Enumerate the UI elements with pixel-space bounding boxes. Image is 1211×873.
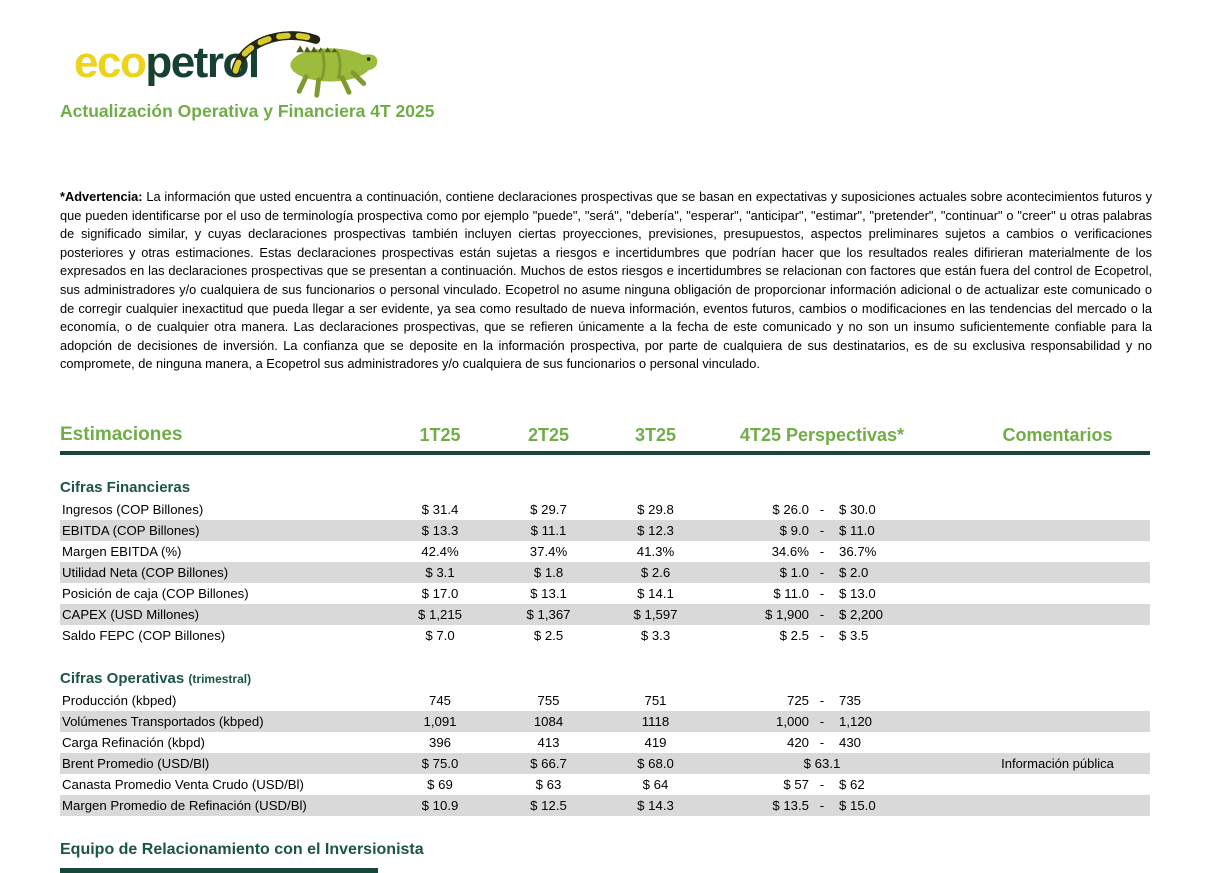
row-label: Producción (kbped) (62, 693, 177, 708)
row-outlook-low: 420 (786, 735, 809, 750)
row-q3-value: $ 14.3 (637, 798, 674, 813)
row-outlook-dash: - (819, 607, 825, 622)
row-q2-value: $ 12.5 (530, 798, 567, 813)
row-q2-value: $ 2.5 (533, 628, 564, 643)
row-q1-value: $ 3.1 (425, 565, 455, 580)
row-outlook-low: 725 (786, 693, 809, 708)
row-label: EBITDA (COP Billones) (62, 523, 200, 538)
table-row (60, 774, 1150, 795)
row-outlook-low: $ 9.0 (779, 523, 809, 538)
header-2t25: 2T25 (527, 424, 570, 445)
investor-relations-heading: Equipo de Relacionamiento con el Inversionista (60, 841, 424, 858)
row-q2-value: $ 11.1 (530, 523, 567, 538)
row-outlook-high: 36.7% (839, 544, 877, 559)
row-label: Volúmenes Transportados (kbped) (62, 714, 264, 729)
row-outlook-low: $ 63.1 (803, 756, 841, 771)
row-q3-value: 751 (644, 693, 667, 708)
section-subtitle: (trimestral) (188, 672, 252, 686)
row-outlook-dash: - (819, 523, 825, 538)
row-outlook-high: $ 11.0 (839, 523, 875, 538)
row-label: Brent Promedio (USD/Bl) (62, 756, 210, 771)
table-row (60, 604, 1150, 625)
row-q1-value: $ 17.0 (421, 586, 459, 601)
header-3t25: 3T25 (634, 424, 677, 445)
table-row (60, 541, 1150, 562)
row-label: Utilidad Neta (COP Billones) (62, 565, 229, 580)
row-q3-value: $ 12.3 (637, 523, 674, 538)
row-outlook-low: 1,000 (775, 714, 809, 729)
row-q3-value: $ 3.3 (640, 628, 671, 643)
row-outlook-dash: - (819, 735, 825, 750)
row-q1-value: $ 13.3 (421, 523, 459, 538)
table-row (60, 753, 1150, 774)
table-row (60, 795, 1150, 816)
header-estimaciones: Estimaciones (60, 424, 183, 445)
row-q2-value: $ 1.8 (533, 565, 564, 580)
row-outlook-high: $ 2,200 (839, 607, 883, 622)
row-label: Posición de caja (COP Billones) (62, 586, 249, 601)
section-title (60, 477, 1150, 499)
row-q3-value: $ 14.1 (637, 586, 674, 601)
row-label: CAPEX (USD Millones) (62, 607, 200, 622)
row-q3-value: 41.3% (636, 544, 675, 559)
section-title-text: Cifras Operativas (60, 670, 185, 687)
row-outlook-low: $ 1,900 (765, 607, 809, 622)
row-outlook-dash: - (819, 777, 825, 792)
table-body (60, 477, 1150, 816)
row-outlook-low: $ 2.5 (779, 628, 809, 643)
table-header-row (60, 424, 1150, 455)
row-q1-value: 396 (428, 735, 451, 750)
row-outlook-low: $ 57 (783, 777, 809, 792)
table-row (60, 499, 1150, 520)
iguana-icon (226, 18, 386, 106)
row-outlook-dash: - (819, 693, 825, 708)
row-q1-value: $ 75.0 (421, 756, 459, 771)
row-outlook-high: $ 2.0 (839, 565, 869, 580)
row-q3-value: $ 1,597 (633, 607, 678, 622)
row-outlook-low: $ 1.0 (779, 565, 809, 580)
row-outlook-high: $ 15.0 (839, 798, 876, 813)
disclaimer-text: La información que usted encuentra a continuación, contiene declaraciones prospectivas que se basan en expectativas y suposiciones actuales sobre acontecimientos futuros y que pueden identificarse por el uso de terminología prospectiva como por ejemplo "puede", "será", "debería", "esperar", "anticipar", "estimar", "pretender", "continuar" o "creer" u otras palabras de significado similar, y cuyas declaraciones prospectivas también incluyen ciertas proyecciones, previsiones, presupuestos, aspectos preliminares sujetos a cambios o verificaciones posteriores y otras estimaciones. Estas declaraciones prospectivas están sujetas a riesgos e incertidumbres que podrían hacer que los resultados reales difirieran materialmente de los expresados en las declaraciones prospectivas que se presentan a continuación. Muchos de estos riesgos e incertidumbres se relacionan con factores que están fuera del control de Ecopetrol, sus administradores y/o cualquiera de sus funcionarios o personal vinculado. Ecopetrol no asume ninguna obligación de proporcionar información adicional o de actualizar este comunicado o de corregir cualquier inexactitud que pueda llegar a ser evidente, ya sea como resultado de nueva información, eventos futuros, cambios o modificaciones en las tendencias del mercado o la economía, o de cualquier otra manera. Las declaraciones prospectivas, que se refieren únicamente a la fecha de este comunicado y no son un insumo suficientemente confiable para la adopción de decisiones de inversión. La confianza que se deposite en la información prospectiva, por parte de cualquiera de sus destinatarios, es de su exclusiva responsabilidad y no compromete, de ninguna manera, a Ecopetrol sus administradores y/o cualquiera de sus funcionarios o personal vinculado. (60, 189, 1152, 372)
estimates-table (60, 424, 1150, 816)
row-q1-value: 42.4% (421, 544, 459, 559)
row-outlook-high: $ 3.5 (839, 628, 869, 643)
row-outlook-low: 34.6% (771, 544, 809, 559)
table-row (60, 690, 1150, 711)
row-label: Carga Refinación (kbpd) (62, 735, 205, 750)
section-title (60, 668, 1150, 690)
table-row (60, 562, 1150, 583)
row-q1-value: $ 31.4 (421, 502, 459, 517)
row-outlook-dash: - (819, 628, 825, 643)
row-q2-value: $ 13.1 (530, 586, 567, 601)
row-label: Margen EBITDA (%) (62, 544, 182, 559)
row-q2-value: 1084 (533, 714, 564, 729)
row-q2-value: $ 66.7 (530, 756, 567, 771)
row-outlook-low: $ 13.5 (772, 798, 809, 813)
row-q1-value: 745 (428, 693, 451, 708)
row-q2-value: 37.4% (529, 544, 568, 559)
page-title: Actualización Operativa y Financiera 4T 2025 (60, 101, 435, 121)
row-q2-value: $ 29.7 (530, 502, 567, 517)
row-q3-value: 1118 (641, 714, 670, 729)
row-label: Saldo FEPC (COP Billones) (62, 628, 226, 643)
row-q1-value: 1,091 (423, 714, 457, 729)
row-outlook-high: $ 62 (839, 777, 865, 792)
row-outlook-high: $ 13.0 (839, 586, 876, 601)
row-outlook-low: $ 26.0 (772, 502, 809, 517)
row-outlook-high: 735 (839, 693, 862, 708)
row-q1-value: $ 10.9 (421, 798, 459, 813)
table-row (60, 711, 1150, 732)
row-q2-value: 413 (537, 735, 560, 750)
row-q2-value: 755 (537, 693, 560, 708)
disclaimer-label: *Advertencia: (60, 189, 143, 204)
ecopetrol-logo (74, 22, 374, 104)
row-outlook-low: $ 11.0 (773, 586, 809, 601)
row-q1-value: $ 1,215 (418, 607, 462, 622)
header-4t25-perspectivas: 4T25 Perspectivas* (739, 424, 905, 445)
row-q3-value: $ 64 (642, 777, 669, 792)
row-q3-value: $ 2.6 (640, 565, 671, 580)
row-label: Canasta Promedio Venta Crudo (USD/Bl) (62, 777, 304, 792)
row-q1-value: $ 69 (427, 777, 453, 792)
row-label: Ingresos (COP Billones) (62, 502, 204, 517)
disclaimer-paragraph (60, 188, 1152, 374)
row-outlook-high: $ 30.0 (839, 502, 876, 517)
section-title-text: Cifras Financieras (60, 479, 191, 496)
row-outlook-dash: - (819, 502, 825, 517)
row-q2-value: $ 63 (535, 777, 562, 792)
table-row (60, 732, 1150, 753)
row-q3-value: $ 29.8 (637, 502, 674, 517)
table-row (60, 583, 1150, 604)
row-outlook-dash: - (819, 714, 825, 729)
row-q1-value: $ 7.0 (425, 628, 455, 643)
header-comentarios: Comentarios (1002, 424, 1113, 445)
row-outlook-dash: - (819, 544, 825, 559)
row-label: Margen Promedio de Refinación (USD/Bl) (62, 798, 307, 813)
logo-petrol-text: petrol (145, 38, 259, 87)
row-outlook-dash: - (819, 565, 825, 580)
row-comment: Información pública (1001, 756, 1114, 771)
row-outlook-high: 430 (839, 735, 862, 750)
row-q2-value: $ 1,367 (526, 607, 571, 622)
row-outlook-dash: - (819, 586, 825, 601)
table-row (60, 520, 1150, 541)
row-q3-value: $ 68.0 (637, 756, 674, 771)
cutoff-table-top-bar (60, 868, 378, 873)
header-1t25: 1T25 (419, 424, 461, 445)
table-row (60, 625, 1150, 646)
row-q3-value: 419 (644, 735, 667, 750)
row-outlook-dash: - (819, 798, 825, 813)
row-outlook-high: 1,120 (839, 714, 873, 729)
logo-eco-text: eco (74, 38, 146, 87)
